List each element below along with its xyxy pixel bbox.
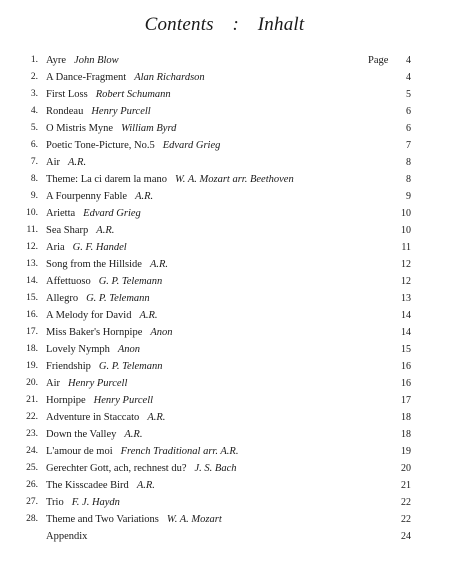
composer-name: F. J. Haydn [71, 497, 120, 508]
composer-name: Henry Purcell [91, 106, 151, 117]
entry-number: 10. [26, 208, 38, 218]
entry-number: 16. [26, 310, 38, 320]
piece-title: Adventure in Staccato [46, 412, 140, 423]
entry-text [46, 205, 141, 222]
composer-name: W. A. Mozart arr. Beethoven [175, 174, 294, 185]
composer-name: William Byrd [121, 123, 177, 134]
piece-title: A Melody for David [46, 310, 132, 321]
composer-name: Alan Richardson [134, 72, 205, 83]
page-number: 8 [406, 174, 411, 185]
toc-entry [0, 205, 449, 222]
entry-number: 4. [30, 106, 38, 116]
piece-title: Sea Sharp [46, 225, 89, 236]
toc-entry [0, 358, 449, 375]
piece-title: Lovely Nymph [46, 344, 110, 355]
entry-text [46, 137, 220, 154]
composer-name: G. P. Telemann [98, 276, 163, 287]
toc-entry [0, 69, 449, 86]
page-number: 12 [401, 259, 411, 270]
page-number: 19 [401, 446, 411, 457]
entry-text [46, 443, 238, 460]
toc-entry [0, 443, 449, 460]
page-title [0, 14, 449, 36]
composer-name: A.R. [135, 191, 154, 202]
entry-number: 17. [26, 327, 38, 337]
composer-name: A.R. [149, 259, 169, 270]
piece-title: Hornpipe [46, 395, 86, 406]
title-english: Contents [144, 14, 214, 35]
toc-entry [0, 239, 449, 256]
piece-title: L'amour de moi [46, 446, 113, 457]
page-number: 15 [401, 344, 411, 355]
entry-number: 3. [30, 89, 38, 99]
piece-title: A Dance-Fragment [46, 72, 127, 83]
entry-number: 15. [26, 293, 38, 303]
page-number: 10 [401, 225, 411, 236]
piece-title: Miss Baker's Hornpipe [46, 327, 143, 338]
entry-number: 24. [26, 446, 38, 456]
entry-number: 5. [30, 123, 38, 133]
entry-text [46, 222, 114, 239]
piece-title: Theme and Two Variations [46, 514, 159, 525]
page-number: 6 [406, 123, 411, 134]
composer-name: Anon [117, 344, 141, 355]
title-german: Inhalt [257, 14, 305, 35]
piece-title: O Mistris Myne [46, 123, 114, 134]
toc-entry [0, 154, 449, 171]
toc-entry [0, 222, 449, 239]
entry-text [46, 171, 294, 188]
piece-title: Aria [46, 242, 65, 253]
piece-title: Song from the Hillside [46, 259, 142, 270]
toc-entry [0, 273, 449, 290]
page-number: 14 [401, 327, 411, 338]
entry-text [46, 341, 140, 358]
entry-text [46, 375, 127, 392]
page-number: 22 [401, 497, 411, 508]
piece-title: Down the Valley [46, 429, 117, 440]
entry-text [46, 273, 162, 290]
entry-number: 21. [26, 395, 38, 405]
entry-text [46, 494, 120, 511]
toc-entry [0, 290, 449, 307]
piece-title: Air [46, 157, 60, 168]
entry-text [46, 426, 142, 443]
piece-title: Appendix [46, 531, 88, 542]
composer-name: Edvard Grieg [162, 140, 221, 151]
toc-entry [0, 137, 449, 154]
toc-entry [0, 52, 449, 69]
piece-title: Arietta [46, 208, 76, 219]
entry-text [46, 392, 153, 409]
page-number: 4 [406, 55, 411, 66]
toc-entry [0, 341, 449, 358]
composer-name: Henry Purcell [68, 378, 128, 389]
toc-entry [0, 171, 449, 188]
toc-entry [0, 409, 449, 426]
composer-name: A.R. [96, 225, 115, 236]
toc-entry [0, 494, 449, 511]
page-number: 14 [401, 310, 411, 321]
toc-entry [0, 460, 449, 477]
page-number: 6 [406, 106, 411, 117]
entry-text [46, 239, 127, 256]
entry-number: 18. [26, 344, 38, 354]
composer-name: A.R. [147, 412, 166, 423]
piece-title: Trio [46, 497, 64, 508]
composer-name: G. P. Telemann [98, 361, 163, 372]
page-number: 17 [401, 395, 411, 406]
entry-text [46, 52, 119, 69]
toc-entry [0, 375, 449, 392]
composer-name: John Blow [74, 55, 119, 66]
entry-number: 2. [30, 72, 38, 82]
entry-number: 8. [30, 174, 38, 184]
entry-text [46, 120, 176, 137]
composer-name: A.R. [124, 429, 143, 440]
toc-entry [0, 324, 449, 341]
entry-text [46, 188, 153, 205]
toc-entry [0, 256, 449, 273]
composer-name: Edvard Grieg [83, 208, 141, 219]
entry-text [46, 154, 86, 171]
page-number: 13 [401, 293, 411, 304]
entry-number: 23. [26, 429, 38, 439]
piece-title: Air [46, 378, 60, 389]
composer-name: Robert Schumann [95, 89, 171, 100]
composer-name: G. F. Handel [72, 242, 127, 253]
page-number: 11 [401, 242, 411, 253]
composer-name: Henry Purcell [93, 395, 154, 406]
entry-number: 12. [26, 242, 38, 252]
title-separator: : [232, 14, 240, 35]
piece-title: The Kisscadee Bird [46, 480, 129, 491]
entry-number: 20. [26, 378, 38, 388]
entry-text [46, 528, 87, 545]
page-number: 22 [401, 514, 411, 525]
piece-title: Gerechter Gott, ach, rechnest du? [46, 463, 187, 474]
entry-text [46, 460, 237, 477]
toc-entry [0, 426, 449, 443]
entry-text [46, 69, 205, 86]
page-number: 10 [401, 208, 411, 219]
toc-entry [0, 392, 449, 409]
entry-text [46, 290, 150, 307]
piece-title: A Fourpenny Fable [46, 191, 128, 202]
piece-title: Allegro [46, 293, 79, 304]
piece-title: Friendship [46, 361, 91, 372]
entry-number: 26. [26, 480, 38, 490]
entry-number: 28. [26, 514, 38, 524]
entry-number: 14. [26, 276, 38, 286]
table-of-contents [0, 52, 449, 545]
entry-text [46, 86, 171, 103]
piece-title: Affettuoso [46, 276, 91, 287]
entry-number: 6. [30, 140, 38, 150]
page-number: 9 [406, 191, 411, 202]
page-number: 7 [406, 140, 411, 151]
page-number: 21 [401, 480, 411, 491]
entry-text [46, 409, 165, 426]
toc-entry [0, 103, 449, 120]
page-number: 5 [406, 89, 411, 100]
page-number: 20 [401, 463, 411, 474]
composer-name: J. S. Bach [194, 463, 237, 474]
entry-text [46, 307, 158, 324]
page-number: 12 [401, 276, 411, 287]
page-number: 16 [401, 378, 411, 389]
page-number: 4 [406, 72, 411, 83]
entry-number: 7. [30, 157, 38, 167]
piece-title: Rondeau [46, 106, 84, 117]
entry-number: 19. [26, 361, 38, 371]
page-number: 18 [401, 429, 411, 440]
entry-text [46, 256, 168, 273]
piece-title: Poetic Tone-Picture, No.5 [46, 140, 155, 151]
entry-number: 22. [26, 412, 38, 422]
entry-number: 25. [26, 463, 38, 473]
composer-name: A.R. [136, 480, 155, 491]
entry-text [46, 103, 151, 120]
entry-number: 9. [30, 191, 38, 201]
piece-title: Theme: La ci darem la mano [46, 174, 167, 185]
entry-number: 27. [26, 497, 38, 507]
page-number: 24 [401, 531, 411, 542]
toc-entry [0, 86, 449, 103]
entry-text [46, 477, 155, 494]
piece-title: First Loss [46, 89, 88, 100]
toc-entry [0, 477, 449, 494]
page-number: 8 [406, 157, 411, 168]
composer-name: W. A. Mozart [166, 514, 222, 525]
toc-entry [0, 511, 449, 528]
entry-text [46, 358, 163, 375]
entry-number: 11. [26, 225, 38, 235]
entry-number: 1. [30, 55, 38, 65]
piece-title: Ayre [46, 55, 67, 66]
page-column-label: Page [368, 55, 389, 66]
entry-number: 13. [26, 259, 38, 269]
entry-text [46, 511, 222, 528]
composer-name: Anon [150, 327, 173, 338]
page-number: 16 [401, 361, 411, 372]
composer-name: A.R. [139, 310, 158, 321]
toc-entry [0, 188, 449, 205]
composer-name: A.R. [68, 157, 87, 168]
toc-entry [0, 120, 449, 137]
composer-name: G. P. Telemann [86, 293, 150, 304]
toc-entry [0, 307, 449, 324]
page-number: 18 [401, 412, 411, 423]
entry-text [46, 324, 173, 341]
composer-name: French Traditional arr. A.R. [120, 446, 239, 457]
toc-entry [0, 528, 449, 545]
